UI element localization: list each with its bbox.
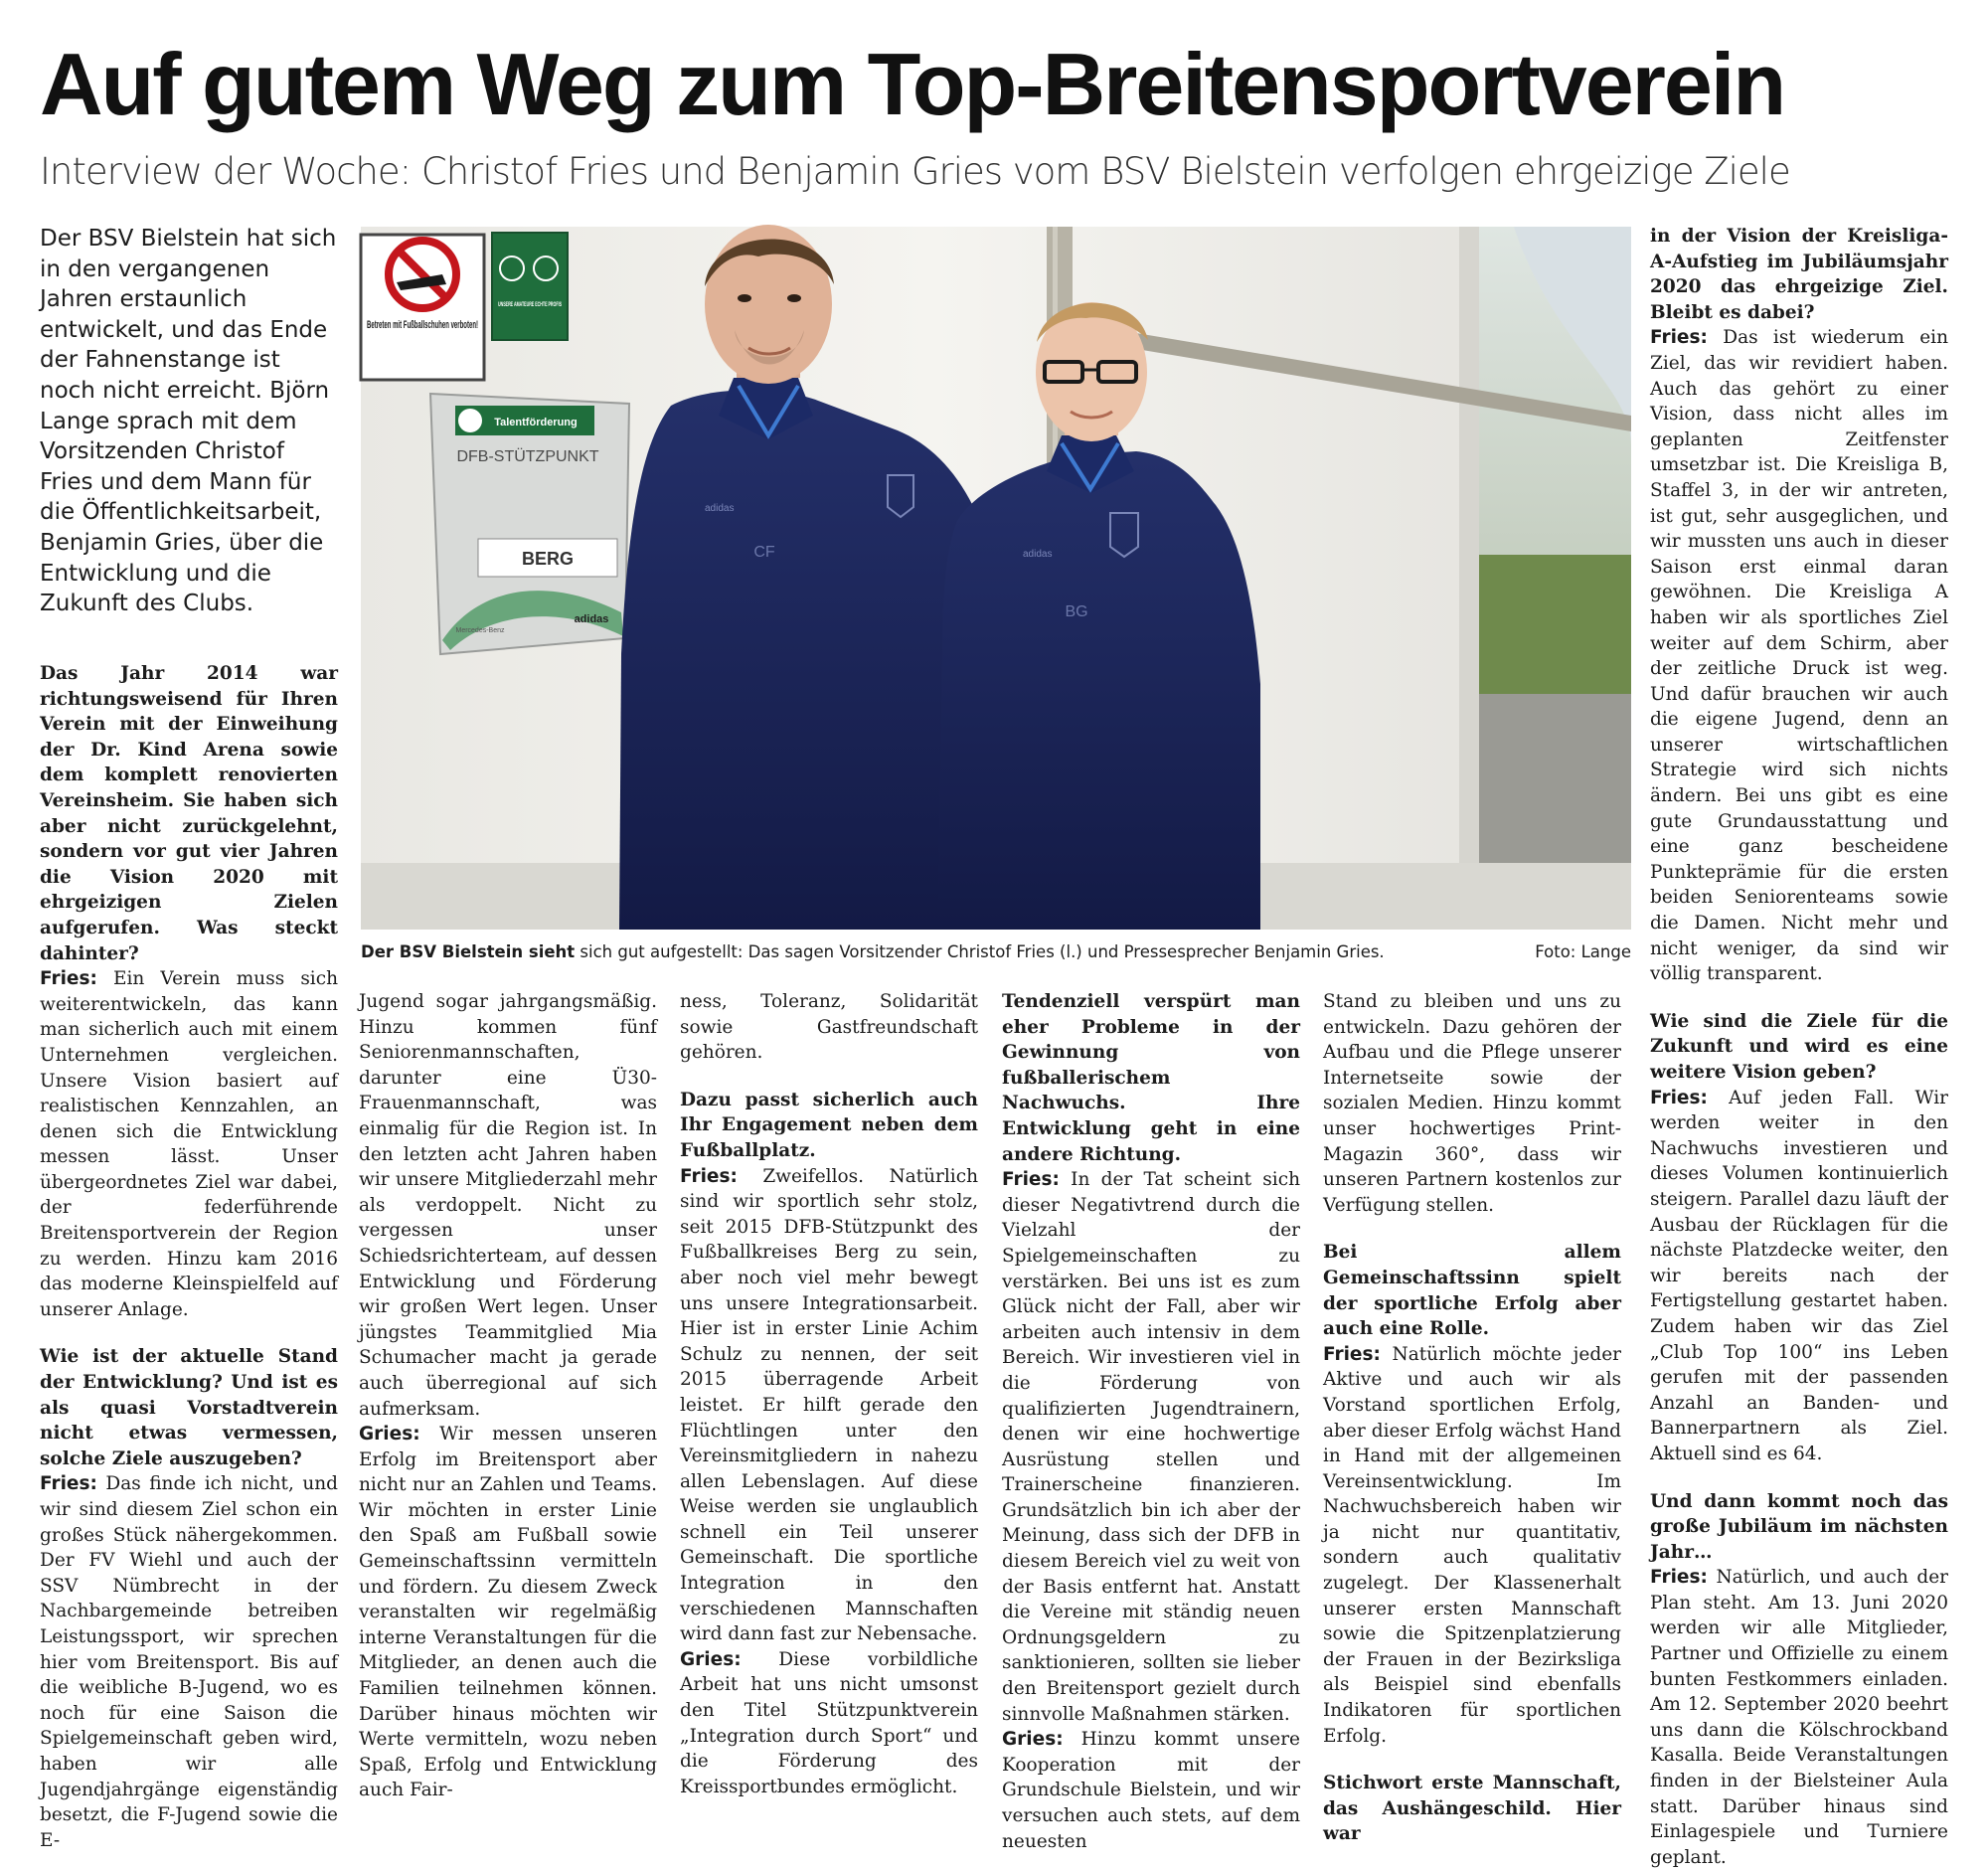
answer-text: Diese vorbildliche Arbeit hat uns nicht umsonst den Titel Stützpunktverein „Integration durch Sport“ und die Förderung des Kreissportbundes ermöglicht. <box>680 1648 978 1797</box>
column-2 <box>359 989 657 1801</box>
answer-10 <box>1650 1086 1948 1467</box>
speaker-label: Fries: <box>1323 1343 1381 1365</box>
sign-berg-text: BERG <box>521 549 575 569</box>
caption-text: sich gut aufgestellt: Das sagen Vorsitzender Christof Fries (l.) und Pressesprecher Benjamin Gries. <box>575 942 1385 961</box>
speaker-label: Fries: <box>1002 1169 1060 1191</box>
answer-1 <box>40 966 338 1322</box>
answer-text: Natürlich möchte jeder Aktive und auch wir als Vorstand sportlichen Erfolg, aber dieser Erfolg wächst Hand in Hand mit der allgemeinen Vereinsentwicklung. Im Nachwuchsbereich haben wir ja nicht nur quantitativ, sondern auch qualitativ zugelegt. Der Klassenerhalt unserer ersten Mannschaft sowie die Spitzenplatzierung der Frauen in der Bezirksliga als Beispiel sind ebenfalls Indikatoren für sportlichen Erfolg. <box>1323 1343 1621 1747</box>
answer-9 <box>1650 325 1948 986</box>
answer-text: Natürlich, und auch der Plan steht. Am 13. Juni 2020 werden wir alle Mitglieder, Partner und Offizielle zu einem bunten Festkommers einladen. Am 12. September 2020 beehrt uns dann die Kölschrockband Kasalla. Beide Veranstaltungen finden in der Bielsteiner Aula statt. Darüber hinaus sind Einlagespiele und Turniere geplant. <box>1650 1567 1948 1868</box>
speaker-label: Fries: <box>1650 327 1708 349</box>
column-3 <box>680 989 978 1797</box>
lead-paragraph: Der BSV Bielstein hat sich in den vergangenen Jahren erstaunlich entwickelt, und das Ende der Fahnenstange ist noch nicht erreicht. Björn Lange sprach mit dem Vorsitzenden Christof Fries und dem Mann für die Öffentlichkeitsarbeit, Benjamin Gries, über die Entwicklung und die Zukunft des Clubs. <box>40 226 337 617</box>
speaker-label: Gries: <box>1002 1729 1064 1751</box>
column-5 <box>1323 989 1621 1845</box>
article-photo <box>361 227 1631 930</box>
speaker-label: Fries: <box>1650 1567 1708 1589</box>
speaker-label: Gries: <box>359 1424 420 1445</box>
answer-11 <box>1650 1565 1948 1870</box>
subtitle: Interview der Woche: Christof Fries und Benjamin Gries vom BSV Bielstein verfolgen ehrgeizige Ziele <box>40 150 1790 193</box>
question-11: Und dann kommt noch das große Jubiläum im nächsten Jahr… <box>1650 1490 1948 1563</box>
caption-bold: Der BSV Bielstein sieht <box>361 942 576 961</box>
answer-text: Auf jeden Fall. Wir werden weiter in den Nachwuchs investieren und dieses Volumen kontinuierlich steigern. Parallel dazu läuft der Ausbau der Rücklagen für die nächste Platzdecke weiter, den wir bereits nach der Fertigstellung gestartet haben. Zudem haben wir das Ziel „Club Top 100“ ins Leben gerufen mit der passenden Anzahl an Banden- und Bannerpartnern als Ziel. Aktuell sind es 64. <box>1650 1087 1948 1464</box>
speaker-label: Fries: <box>1650 1087 1708 1108</box>
shirt-left-initials: CF <box>753 544 775 561</box>
speaker-label: Gries: <box>680 1648 742 1670</box>
question-2: Wie ist der aktuelle Stand der Entwicklung? Und ist es als quasi Vorstadtverein nicht etwas vermessen, solche Ziele auszugeben? <box>40 1346 338 1469</box>
sign-mercedes-text: Mercedes-Benz <box>455 627 505 634</box>
headline: Auf gutem Weg zum Top-Breitensportverein <box>40 35 1785 133</box>
answer-text: Das ist wiederum ein Ziel, das wir revidiert haben. Auch das gehört zu einer Vision, dass nicht alles im geplanten Zeitfenster umsetzbar ist. Die Kreisliga B, Staffel 3, in der wir antreten, ist gut, sehr ausgeglichen, und wir mussten uns auch in dieser Saison erst einmal daran gewöhnen. Die Kreisliga A haben wir als sportliches Ziel weiter auf dem Schirm, aber der zeitliche Druck ist weg. Und dafür brauchen wir auch die eigene Jugend, denn an unserer wirtschaftlichen Strategie wird sich nichts ändern. Bei uns gibt es eine gute Grundausstattung und eine ganz bescheidene Punkteprämie für die ersten beiden Seniorenteams sowie die Damen. Nicht mehr und nicht weniger, da sind wir völlig transparent. <box>1650 327 1948 985</box>
answer-3 <box>359 1422 657 1803</box>
answer-5 <box>680 1647 978 1800</box>
photo-credit: Foto: Lange <box>1535 942 1631 961</box>
column-6 <box>1650 224 1948 1868</box>
question-10: Wie sind die Ziele für die Zukunft und wird es eine weitere Vision geben? <box>1650 1010 1948 1083</box>
answer-text: In der Tat scheint sich dieser Negativtrend durch die Vielzahl der Spielgemeinschaften zu verstärken. Bei uns ist es zum Glück nicht der Fall, aber wir arbeiten auch intensiv in dem Bereich. Wir investieren viel in die Förderung von qualifizierten Jugendtrainern, denen wir eine hochwertige Ausrüstung stellen und Trainerscheine finanzieren. Grundsätzlich bin ich aber der Meinung, dass sich der DFB in diesem Bereich viel zu weit von der Basis entfernt hat. Anstatt die Vereine mit ständig neuen Ordnungsgeldern zu sanktionieren, sollten sie lieber den Breitensport gezielt durch sinnvolle Maßnahmen stärken. <box>1002 1169 1300 1725</box>
answer-text: Hinzu kommt unsere Kooperation mit der Grundschule Bielstein, und wir versuchen auch stets, auf dem neuesten <box>1002 1729 1300 1852</box>
column-1 <box>40 661 338 1851</box>
sign-adidas-text: adidas <box>574 613 609 625</box>
sign-talent-tag: Talentförderung <box>494 417 578 428</box>
answer-text: Wir messen unseren Erfolg im Breitensport aber nicht nur an Zahlen und Teams. Wir möchten in erster Linie den Spaß am Fußball sowie Gemeinschaftssinn vermitteln und fördern. Zu diesem Zweck veranstalten wir regelmäßig interne Veranstaltungen für die Mitglieder, an denen auch die Familien teilnehmen können. Darüber hinaus möchten wir Werte vermitteln, wozu neben Spaß, Erfolg und Entwicklung auch Fair- <box>359 1424 657 1801</box>
question-6: Tendenziell verspürt man eher Probleme in der Gewinnung von fußballerischem Nachwuchs. Ihre Entwicklung geht in eine andere Richtung. <box>1002 991 1300 1165</box>
answer-7-continued: Stand zu bleiben und uns zu entwickeln. Dazu gehören der Aufbau und die Pflege unserer Internetseite sowie der sozialen Medien. Hinzu kommt unser hochwertiges Print-Magazin 360°, dass wir unseren Partnern kostenlos zur Verfügung stellen. <box>1323 991 1621 1216</box>
speaker-label: Fries: <box>680 1165 738 1187</box>
answer-4 <box>680 1164 978 1647</box>
shirt-right-brand: adidas <box>1023 549 1053 560</box>
answer-3-continued: ness, Toleranz, Solidarität sowie Gastfreundschaft gehören. <box>680 991 978 1064</box>
photo-caption <box>361 938 1631 966</box>
sign-dfb-small-text: UNSERE AMATEURE ECHTE PROFIS <box>498 302 562 308</box>
answer-text: Das finde ich nicht, und wir sind diesem Ziel schon ein großes Stück nähergekommen. Der FV Wiehl und auch der SSV Nümbrecht in der Nachbargemeinde betreiben Leistungssport, wir sprechen hier vom Breitensport. Bis auf die weibliche B-Jugend, wo es noch für eine Saison die Spielgemeinschaft geben wird, haben wir alle Jugendjahrgänge eigenständig besetzt, die F-Jugend sowie die E- <box>40 1473 338 1851</box>
sign-prohibition-text: Betreten mit Fußballschuhen verboten! <box>367 319 478 331</box>
question-9: Stichwort erste Mannschaft, das Aushängeschild. Hier war <box>1323 1773 1621 1845</box>
answer-2 <box>40 1471 338 1853</box>
column-4 <box>1002 989 1300 1852</box>
question-4: Dazu passt sicherlich auch Ihr Engagement neben dem Fußballplatz. <box>680 1089 978 1161</box>
answer-8 <box>1323 1342 1621 1750</box>
question-8: Bei allem Gemeinschaftssinn spielt der sportliche Erfolg aber auch eine Rolle. <box>1323 1242 1621 1340</box>
sign-stuetzpunkt-text: DFB-STÜTZPUNKT <box>456 448 599 465</box>
answer-text: Ein Verein muss sich weiterentwickeln, das kann man sicherlich auch mit einem Unternehmen vergleichen. Unsere Vision basiert auf realistischen Kennzahlen, an denen sich die Entwicklung messen lässt. Unser übergeordnetes Ziel war dabei, der federführende Breitensportverein der Region zu werden. Hinzu kam 2016 das moderne Kleinspielfeld auf unserer Anlage. <box>40 968 338 1320</box>
question-9-continued: in der Vision der Kreisliga-A-Aufstieg im Jubiläumsjahr 2020 das ehrgeizige Ziel. Bleibt es dabei? <box>1650 226 1948 323</box>
speaker-label: Fries: <box>40 1473 97 1495</box>
answer-text: Zweifellos. Natürlich sind wir sportlich sehr stolz, seit 2015 DFB-Stützpunkt des Fußballkreises Berg zu sein, aber noch viel mehr bewegt uns unsere Integrationsarbeit. Hier ist in erster Linie Achim Schulz zu nennen, der seit 2015 überragende Arbeit leistet. Er hilft gerade den Flüchtlingen unter den Vereinsmitgliedern in nahezu allen Lebenslagen. Auf diese Weise werden sie unglaublich schnell ein Teil unserer Gemeinschaft. Die sportliche Integration in den verschiedenen Mannschaften wird dann fast zur Nebensache. <box>680 1165 978 1645</box>
answer-7 <box>1002 1727 1300 1854</box>
speaker-label: Fries: <box>40 968 97 990</box>
answer-2-continued: Jugend sogar jahrgangsmäßig. Hinzu kommen fünf Seniorenmannschaften, darunter eine Ü30-Frauenmannschaft, was einmalig für die Region ist. In den letzten acht Jahren haben wir unsere Mitgliederzahl mehr als verdoppelt. Nicht zu vergessen unser Schiedsrichterteam, auf dessen Entwicklung und Förderung wir großen Wert legen. Unser jüngstes Teammitglied Mia Schumacher macht ja gerade auch überregional auf sich aufmerksam. <box>359 991 657 1420</box>
shirt-left-brand: adidas <box>705 503 735 514</box>
question-1: Das Jahr 2014 war richtungsweisend für Ihren Verein mit der Einweihung der Dr. Kind Arena sowie dem komplett renovierten Vereinsheim. Sie haben sich aber nicht zurückgelehnt, sondern vor gut vier Jahren die Vision 2020 mit ehrgeizigen Zielen aufgerufen. Was steckt dahinter? <box>40 663 338 964</box>
shirt-right-initials: BG <box>1065 603 1088 620</box>
answer-6 <box>1002 1167 1300 1727</box>
